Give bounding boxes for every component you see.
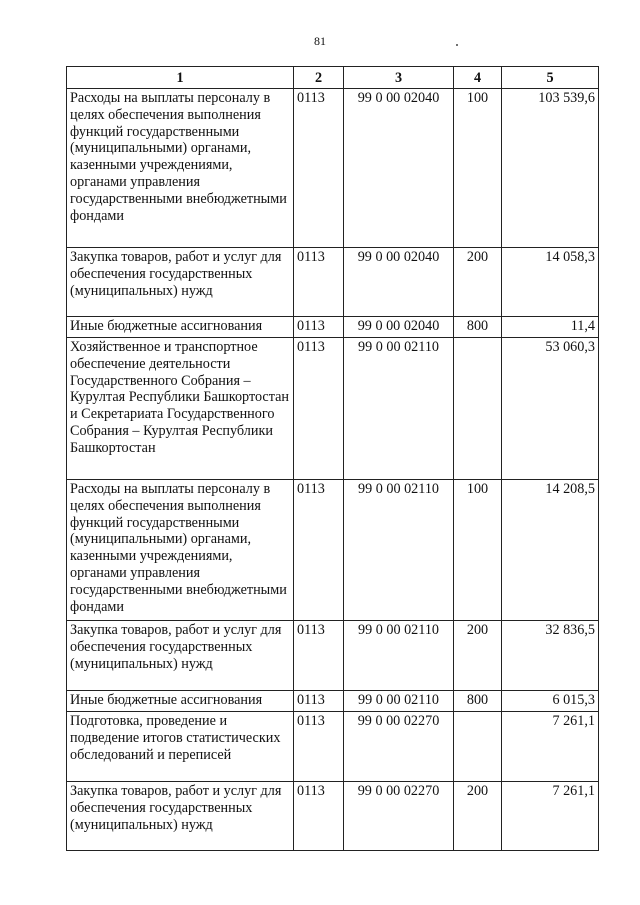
expense-type <box>454 712 502 782</box>
target-article: 99 0 00 02040 <box>344 89 454 248</box>
target-article: 99 0 00 02040 <box>344 317 454 338</box>
target-article: 99 0 00 02110 <box>344 691 454 712</box>
table-row <box>67 338 599 480</box>
expense-name: Подготовка, проведение и подведение итогов статистических обследований и переписей <box>67 712 294 782</box>
amount: 32 836,5 <box>502 621 599 691</box>
expense-type: 800 <box>454 317 502 338</box>
header-row <box>67 67 599 89</box>
target-article: 99 0 00 02270 <box>344 712 454 782</box>
expense-name: Расходы на выплаты персоналу в целях обеспечения выполнения функций государственными (муниципальными) органами, казенными учреждениями, органами управления государственными внебюджетными фондами <box>67 480 294 621</box>
section-code: 0113 <box>294 621 344 691</box>
header-col-2: 2 <box>294 67 344 89</box>
section-code: 0113 <box>294 691 344 712</box>
target-article: 99 0 00 02110 <box>344 480 454 621</box>
expense-name: Закупка товаров, работ и услуг для обеспечения государственных (муниципальных) нужд <box>67 621 294 691</box>
amount: 103 539,6 <box>502 89 599 248</box>
amount: 6 015,3 <box>502 691 599 712</box>
table-header <box>67 67 599 89</box>
header-col-3: 3 <box>344 67 454 89</box>
table-row <box>67 782 599 851</box>
amount: 7 261,1 <box>502 782 599 851</box>
expense-name: Иные бюджетные ассигнования <box>67 317 294 338</box>
amount: 7 261,1 <box>502 712 599 782</box>
header-col-1: 1 <box>67 67 294 89</box>
expense-type: 800 <box>454 691 502 712</box>
table-row <box>67 691 599 712</box>
table-row <box>67 89 599 248</box>
expense-name: Закупка товаров, работ и услуг для обеспечения государственных (муниципальных) нужд <box>67 248 294 317</box>
expense-name: Закупка товаров, работ и услуг для обеспечения государственных (муниципальных) нужд <box>67 782 294 851</box>
expense-name: Иные бюджетные ассигнования <box>67 691 294 712</box>
expense-type: 100 <box>454 89 502 248</box>
table-body <box>67 89 599 851</box>
amount: 53 060,3 <box>502 338 599 480</box>
amount: 11,4 <box>502 317 599 338</box>
table-row <box>67 317 599 338</box>
amount: 14 208,5 <box>502 480 599 621</box>
budget-table <box>66 66 599 851</box>
table-row <box>67 621 599 691</box>
section-code: 0113 <box>294 782 344 851</box>
expense-type: 200 <box>454 248 502 317</box>
scan-speck <box>456 44 458 46</box>
table-row <box>67 480 599 621</box>
section-code: 0113 <box>294 248 344 317</box>
page-number: 81 <box>314 34 326 48</box>
section-code: 0113 <box>294 89 344 248</box>
expense-type: 200 <box>454 621 502 691</box>
expense-type: 200 <box>454 782 502 851</box>
table-row <box>67 248 599 317</box>
section-code: 0113 <box>294 480 344 621</box>
section-code: 0113 <box>294 338 344 480</box>
header-col-5: 5 <box>502 67 599 89</box>
target-article: 99 0 00 02040 <box>344 248 454 317</box>
expense-name: Расходы на выплаты персоналу в целях обеспечения выполнения функций государственными (муниципальными) органами, казенными учреждениями, органами управления государственными внебюджетными фондами <box>67 89 294 248</box>
section-code: 0113 <box>294 712 344 782</box>
target-article: 99 0 00 02110 <box>344 338 454 480</box>
amount: 14 058,3 <box>502 248 599 317</box>
expense-name: Хозяйственное и транспортное обеспечение деятельности Государственного Собрания – Курултая Республики Башкортостан и Секретариата Государственного Собрания – Курултая Республики Башкортостан <box>67 338 294 480</box>
table-row <box>67 712 599 782</box>
target-article: 99 0 00 02110 <box>344 621 454 691</box>
expense-type: 100 <box>454 480 502 621</box>
expense-type <box>454 338 502 480</box>
target-article: 99 0 00 02270 <box>344 782 454 851</box>
header-col-4: 4 <box>454 67 502 89</box>
section-code: 0113 <box>294 317 344 338</box>
